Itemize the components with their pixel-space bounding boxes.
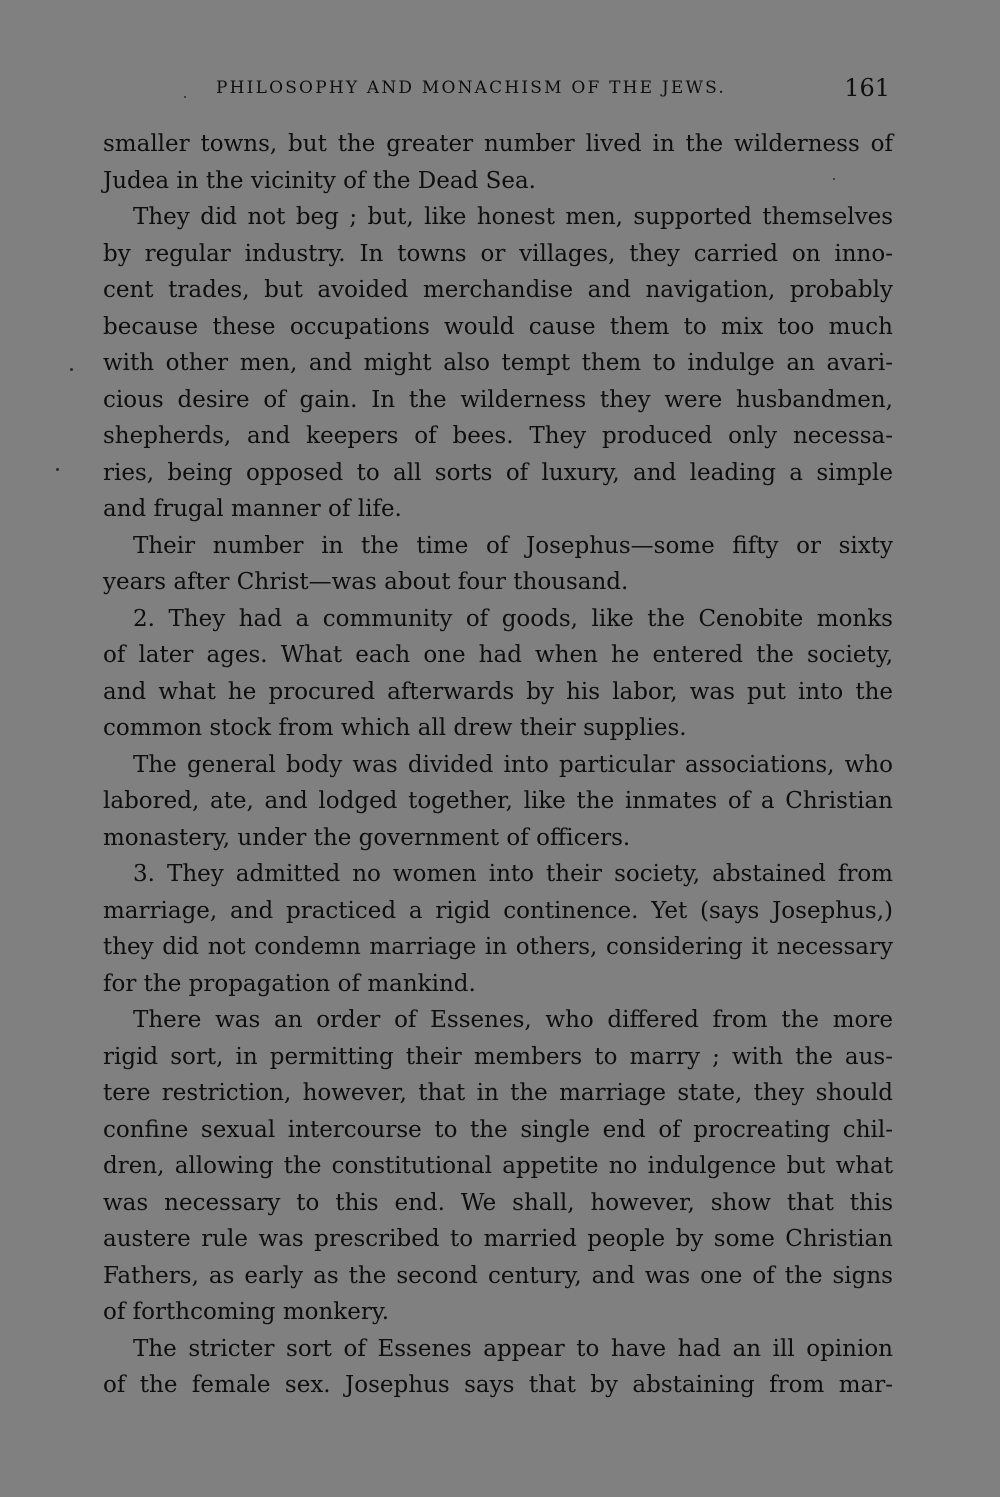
text-line: ries, being opposed to all sorts of luxury, and leading a simple — [103, 459, 893, 486]
text-line: marriage, and practiced a rigid continence. Yet (says Josephus,) — [103, 897, 893, 924]
text-line: They did not beg ; but, like honest men, supported themselves — [133, 204, 893, 230]
text-line: dren, allowing the constitutional appetite no indulgence but what — [103, 1153, 893, 1179]
text-line: smaller towns, but the greater number lived in the wilderness of — [103, 131, 893, 157]
text-line: There was an order of Essenes, who differed from the more — [133, 1007, 893, 1033]
scan-speck — [833, 178, 835, 180]
text-line: 3. They admitted no women into their society, abstained from — [133, 861, 893, 887]
text-line: they did not condemn marriage in others, considering it necessary — [103, 934, 893, 960]
page-number: 161 — [844, 74, 890, 102]
body-text — [103, 126, 893, 1404]
text-line: and frugal manner of life. — [103, 496, 402, 522]
text-line: rigid sort, in permitting their members to marry ; with the aus- — [103, 1043, 893, 1070]
text-line: Fathers, as early as the second century, and was one of the signs — [103, 1262, 893, 1289]
text-line: tere restriction, however, that in the marriage state, they should — [103, 1080, 893, 1106]
text-line: The stricter sort of Essenes appear to have had an ill opinion — [133, 1335, 893, 1362]
text-line: of the female sex. Josephus says that by abstaining from mar- — [103, 1372, 893, 1398]
scan-speck — [184, 96, 186, 98]
text-line: with other men, and might also tempt them to indulge an avari- — [103, 350, 893, 376]
text-line: The general body was divided into particular associations, who — [133, 751, 893, 778]
text-line: was necessary to this end. We shall, however, show that this — [103, 1189, 893, 1216]
running-head — [200, 74, 890, 104]
text-line: of later ages. What each one had when he entered the society, — [103, 642, 893, 668]
text-line: cious desire of gain. In the wilderness they were husbandmen, — [103, 386, 893, 413]
scan-speck — [56, 468, 59, 471]
running-title: PHILOSOPHY AND MONACHISM OF THE JEWS. — [216, 78, 727, 98]
text-line: labored, ate, and lodged together, like the inmates of a Christian — [103, 788, 893, 814]
scan-speck — [70, 368, 73, 371]
text-line: confine sexual intercourse to the single end of procreating chil- — [103, 1116, 893, 1143]
text-line: and what he procured afterwards by his labor, was put into the — [103, 678, 893, 705]
text-line: austere rule was prescribed to married people by some Christian — [103, 1226, 893, 1252]
text-line: years after Christ—was about four thousand. — [103, 569, 629, 595]
text-line: shepherds, and keepers of bees. They produced only necessa- — [103, 423, 893, 449]
text-line: monastery, under the government of officers. — [103, 824, 631, 851]
text-line: 2. They had a community of goods, like the Cenobite monks — [133, 605, 893, 632]
text-line: common stock from which all drew their supplies. — [103, 715, 687, 741]
text-line: for the propagation of mankind. — [103, 970, 476, 997]
text-line: cent trades, but avoided merchandise and navigation, probably — [103, 277, 893, 303]
text-line: Their number in the time of Josephus—some fifty or sixty — [133, 532, 893, 559]
text-line: Judea in the vicinity of the Dead Sea. — [103, 167, 536, 194]
text-line: by regular industry. In towns or villages, they carried on inno- — [103, 240, 893, 267]
text-line: of forthcoming monkery. — [103, 1299, 390, 1325]
text-line: because these occupations would cause them to mix too much — [103, 313, 893, 340]
